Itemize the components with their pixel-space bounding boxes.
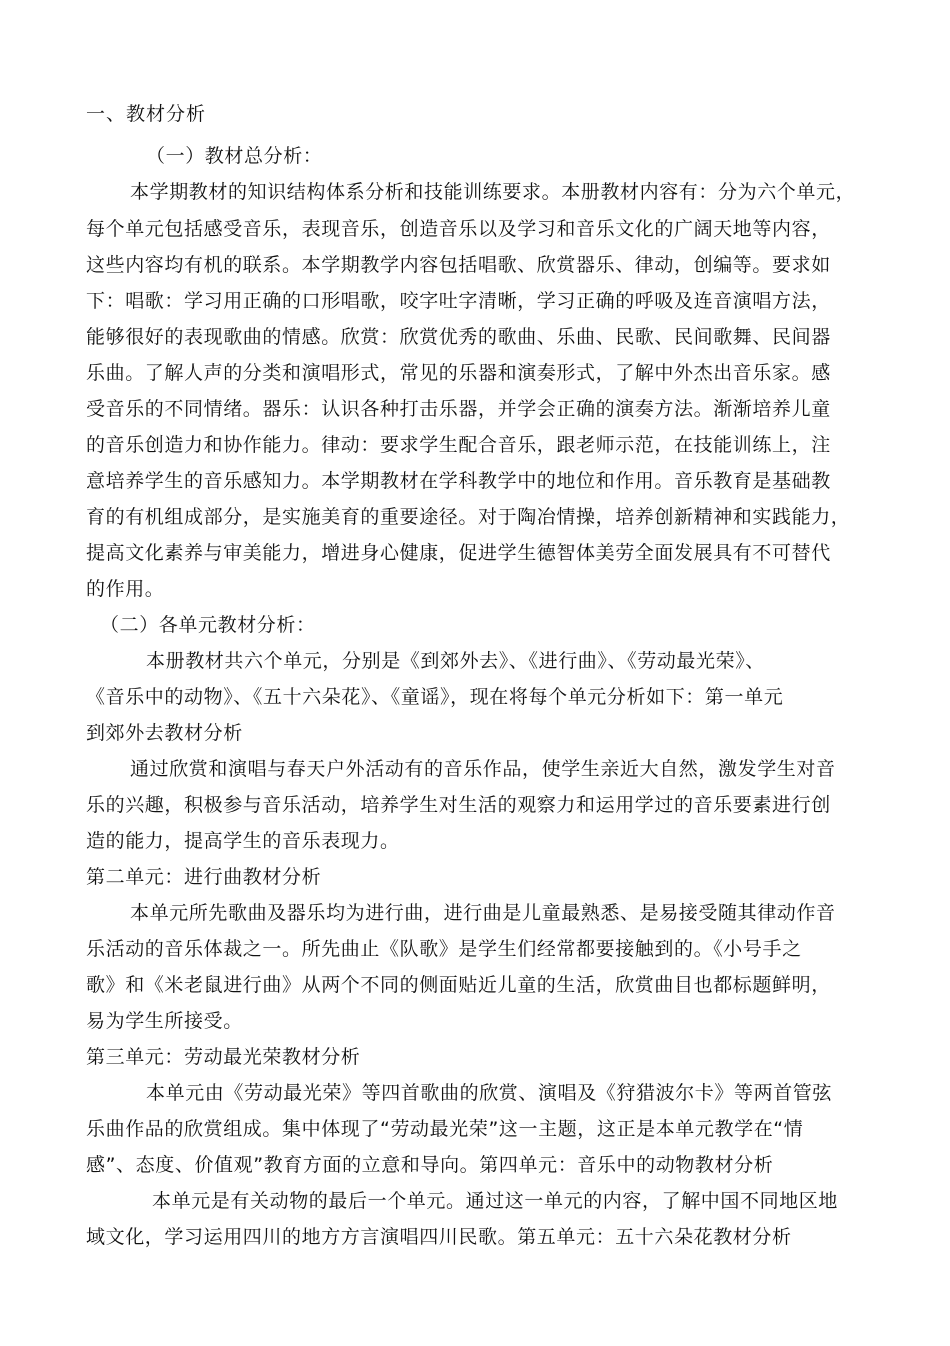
unit3-line: 乐曲作品的欣赏组成。集中体现了“劳动最光荣”这一主题，这正是本单元教学在“情 [86, 1118, 804, 1140]
section1-line: 本学期教材的知识结构体系分析和技能训练要求。本册教材内容有：分为六个单元， [130, 181, 856, 203]
section1-line: 意培养学生的音乐感知力。本学期教材在学科教学中的地位和作用。音乐教育是基础教 [86, 470, 831, 492]
unit4-line: 本单元是有关动物的最后一个单元。通过这一单元的内容，了解中国不同地区地 [152, 1190, 839, 1212]
unit1-line: 造的能力，提高学生的音乐表现力。 [86, 830, 400, 852]
section2-title: （二）各单元教材分析： [100, 614, 316, 636]
unit2-title: 第二单元：进行曲教材分析 [86, 866, 322, 888]
section2-line: 本册教材共六个单元，分别是《到郊外去》、《进行曲》、《劳动最光荣》、 [146, 650, 765, 672]
unit4-line: 域文化，学习运用四川的地方方言演唱四川民歌。第五单元：五十六朵花教材分析 [86, 1226, 792, 1248]
unit2-line: 本单元所先歌曲及器乐均为进行曲，进行曲是儿童最熟悉、是易接受随其律动作音 [130, 902, 836, 924]
section1-title: （一）教材总分析： [146, 145, 323, 167]
section1-line: 乐曲。了解人声的分类和演唱形式，常见的乐器和演奏形式，了解中外杰出音乐家。感 [86, 362, 831, 384]
section1-line: 的音乐创造力和协作能力。律动：要求学生配合音乐，跟老师示范，在技能训练上，注 [86, 434, 831, 456]
section1-line: 下：唱歌：学习用正确的口形唱歌，咬字吐字清晰，学习正确的呼吸及连音演唱方法， [86, 290, 831, 312]
section2-line: 到郊外去教材分析 [86, 722, 243, 744]
section1-line: 这些内容均有机的联系。本学期教学内容包括唱歌、欣赏器乐、律动，创编等。要求如 [86, 254, 831, 276]
unit3-title: 第三单元：劳动最光荣教材分析 [86, 1046, 361, 1068]
unit2-line: 易为学生所接受。 [86, 1010, 243, 1032]
section1-line: 的作用。 [86, 578, 165, 600]
unit2-line: 乐活动的音乐体裁之一。所先曲止《队歌》是学生们经常都要接触到的。《小号手之 [86, 938, 802, 960]
doc-heading: 一、教材分析 [86, 103, 207, 125]
unit2-line: 歌》和《米老鼠进行曲》从两个不同的侧面贴近儿童的生活，欣赏曲目也都标题鲜明， [86, 974, 831, 996]
section1-line: 每个单元包括感受音乐，表现音乐，创造音乐以及学习和音乐文化的广阔天地等内容， [86, 218, 831, 240]
unit1-line: 通过欣赏和演唱与春天户外活动有的音乐作品，使学生亲近大自然，激发学生对音 [130, 758, 836, 780]
unit3-line: 感”、态度、价值观”教育方面的立意和导向。第四单元：音乐中的动物教材分析 [86, 1154, 774, 1176]
section1-line: 能够很好的表现歌曲的情感。欣赏：欣赏优秀的歌曲、乐曲、民歌、民间歌舞、民间器 [86, 326, 831, 348]
unit1-line: 乐的兴趣，积极参与音乐活动，培养学生对生活的观察力和运用学过的音乐要素进行创 [86, 794, 831, 816]
unit3-line: 本单元由《劳动最光荣》等四首歌曲的欣赏、演唱及《狩猎波尔卡》等两首管弦 [146, 1082, 833, 1104]
section2-line: 《音乐中的动物》、《五十六朵花》、《童谣》，现在将每个单元分析如下：第一单元 [86, 686, 784, 708]
section1-line: 提高文化素养与审美能力，增进身心健康，促进学生德智体美劳全面发展具有不可替代 [86, 542, 831, 564]
section1-line: 育的有机组成部分，是实施美育的重要途径。对于陶冶情操，培养创新精神和实践能力， [86, 506, 851, 528]
section1-line: 受音乐的不同情绪。器乐：认识各种打击乐器，并学会正确的演奏方法。渐渐培养儿童 [86, 398, 831, 420]
